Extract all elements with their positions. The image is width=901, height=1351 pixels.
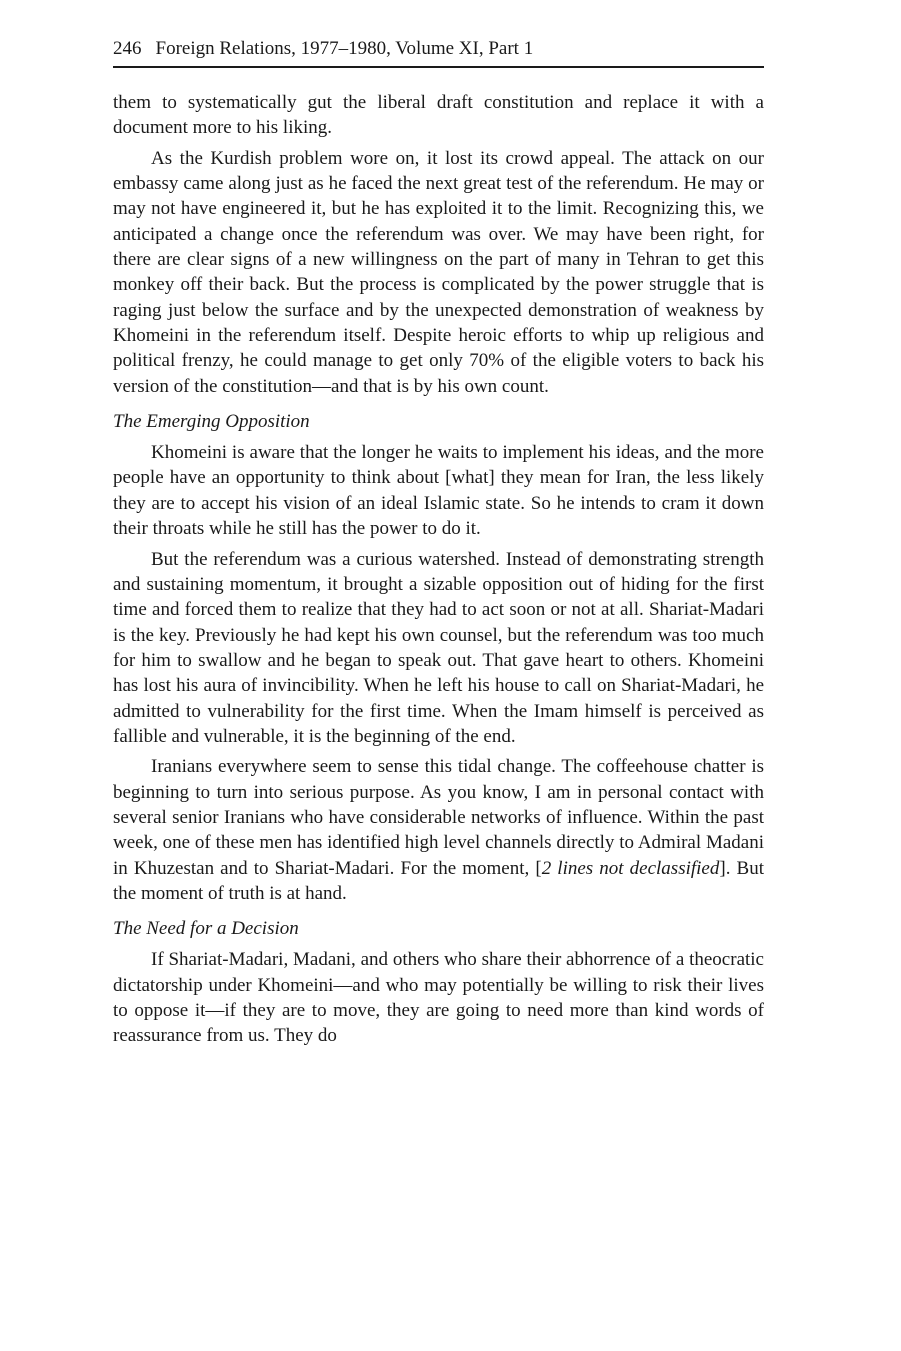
section-heading-need-for-decision: The Need for a Decision	[113, 918, 299, 940]
page-number: 246	[113, 38, 142, 59]
body-text	[113, 90, 764, 1049]
running-header	[113, 36, 764, 68]
paragraph-continued: them to systematically gut the liberal draft constitution and replace it with a document more to his liking.	[113, 92, 764, 139]
paragraph-kurdish-problem: As the Kurdish problem wore on, it lost its crowd appeal. The attack on our embassy came along just as he faced the next great test of the referendum. He may or may not have engineered it, but he has exploited it to the limit. Recognizing this, we anticipated a change once the referendum was over. We may have been right, for there are clear signs of a new willingness on the part of many in Tehran to get this monkey off their back. But the process is complicated by the power struggle that is raging just below the surface and by the unexpected demonstration of weakness by Khomeini in the referendum itself. Despite heroic efforts to whip up religious and political frenzy, he could manage to get only 70% of the eligible voters to back his version of the constitution—and that is by his own count.	[113, 147, 764, 397]
paragraph-khomeini-aware: Khomeini is aware that the longer he waits to implement his ideas, and the more people have an opportunity to think about [what] they mean for Iran, the less likely they are to accept his vision of an ideal Islamic state. So he intends to cram it down their throats while he still has the power to do it.	[113, 442, 764, 540]
redaction-note: 2 lines not declassified	[541, 857, 720, 879]
document-page	[113, 36, 764, 1054]
paragraph-shariat-madari: If Shariat-Madari, Madani, and others who share their abhorrence of a theocratic dictatorship under Khomeini—and who may potentially be willing to risk their lives to oppose it—if they are to move, they are going to need more than kind words of reassurance from us. They do	[113, 949, 764, 1047]
paragraph-referendum-watershed: But the referendum was a curious watershed. Instead of demonstrating strength and sustaining momentum, it brought a sizable opposition out of hiding for the first time and forced them to realize that they had to act soon or not at all. Shariat-Madari is the key. Previously he had kept his own counsel, but the referendum was too much for him to swallow and he began to speak out. That gave heart to others. Khomeini has lost his aura of invincibility. When he left his house to call on Shariat-Madari, he admitted to vulnerability for the first time. When the Imam himself is perceived as fallible and vulnerable, it is the beginning of the end.	[113, 548, 764, 747]
paragraph-iranians-everywhere	[113, 754, 764, 906]
paragraph-text: Iranians everywhere seem to sense this tidal change. The coffeehouse chatter is beginning to turn into serious purpose. As you know, I am in personal contact with several senior Iranians who have considerable networks of influence. Within the past week, one of these men has identified high level channels directly to Admiral Madani in Khuzestan and to Shariat-Madari. For the moment, [	[113, 756, 764, 879]
paragraph-text-end: ]. But the moment of truth is at hand.	[113, 857, 765, 904]
volume-title: Foreign Relations, 1977–1980, Volume XI, Part 1	[155, 38, 534, 59]
section-heading-emerging-opposition: The Emerging Opposition	[113, 411, 310, 433]
